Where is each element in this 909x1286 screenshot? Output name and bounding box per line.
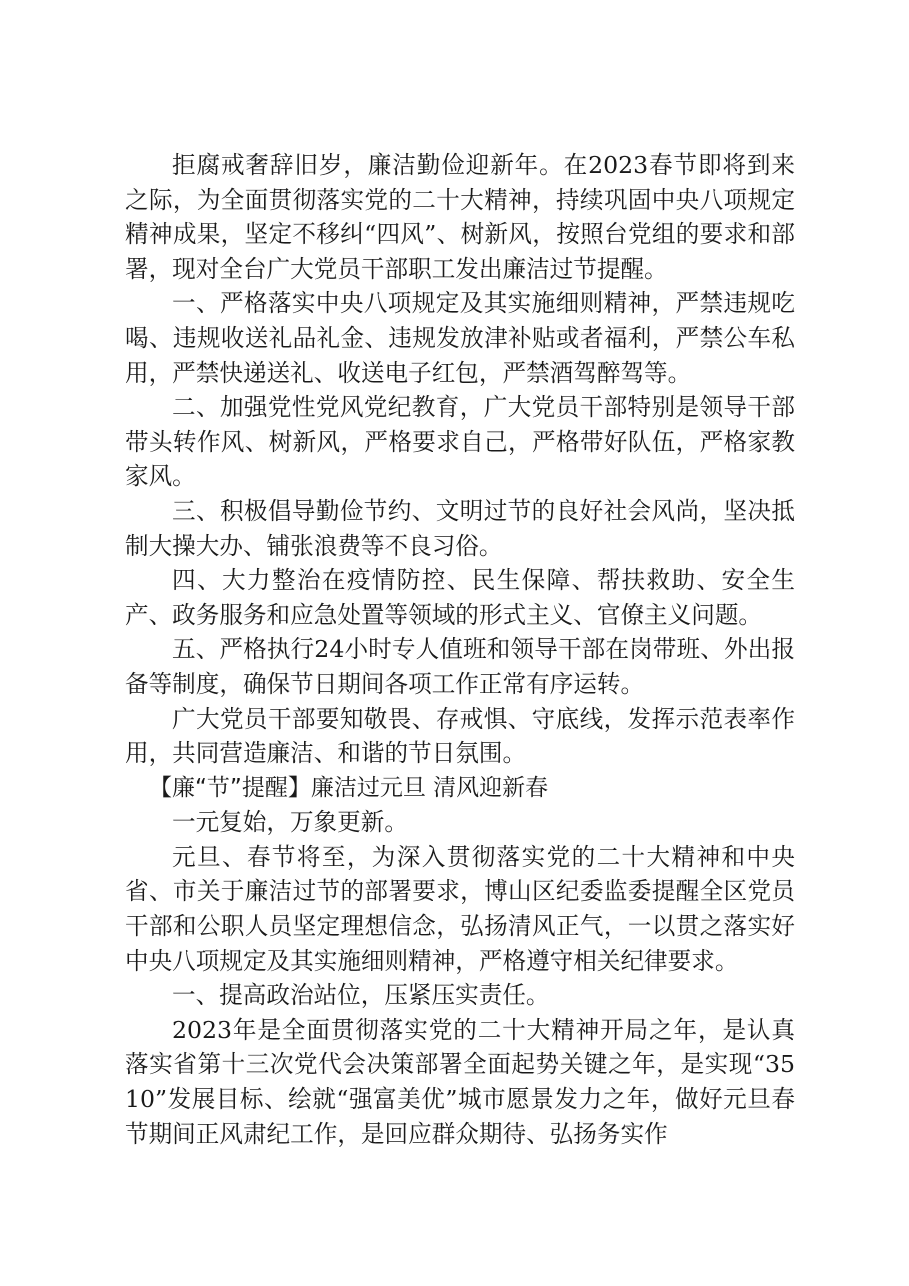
paragraph-item-3: 三、积极倡导勤俭节约、文明过节的良好社会风尚，坚决抵制大操大办、铺张浪费等不良习俗。 (125, 496, 795, 560)
paragraph-item-4: 四、大力整治在疫情防控、民生保障、帮扶救助、安全生产、政务服务和应急处置等领域的形式主义、官僚主义问题。 (125, 566, 795, 629)
paragraph-closing: 广大党员干部要知敬畏、存戒惧、守底线，发挥示范表率作用，共同营造廉洁、和谐的节日氛围。 (125, 704, 795, 768)
paragraph-point-1: 一、提高政治站位，压紧压实责任。 (172, 981, 550, 1010)
section-heading: 【廉“节”提醒】廉洁过元旦 清风迎新春 (149, 774, 549, 801)
paragraph-notice: 元旦、春节将至，为深入贯彻落实党的二十大精神和中央省、市关于廉洁过节的部署要求，博山区纪委监委提醒全区党员干部和公职人员坚定理想信念，弘扬清风正气，一以贯之落实好中央八项规定及其实施细则精神，严格遵守相关纪律要求。 (125, 842, 795, 975)
paragraph-opening: 一元复始，万象更新。 (172, 808, 408, 837)
paragraph-item-1: 一、严格落实中央八项规定及其实施细则精神，严禁违规吃喝、违规收送礼品礼金、违规发放津补贴或者福利，严禁公车私用，严禁快递送礼、收送电子红包，严禁酒驾醉驾等。 (125, 289, 795, 387)
paragraph-item-2: 二、加强党性党风党纪教育，广大党员干部特别是领导干部带头转作风、树新风，严格要求自己，严格带好队伍，严格家教家风。 (125, 393, 795, 491)
paragraph-item-5: 五、严格执行24小时专人值班和领导干部在岗带班、外出报备等制度，确保节日期间各项工作正常有序运转。 (125, 635, 795, 698)
paragraph-intro: 拒腐戒奢辞旧岁，廉洁勤俭迎新年。在2023春节即将到来之际，为全面贯彻落实党的二十大精神，持续巩固中央八项规定精神成果，坚定不移纠“四风”、树新风，按照台党组的要求和部署，现对全台广大党员干部职工发出廉洁过节提醒。 (125, 151, 795, 283)
document-body (125, 148, 795, 1151)
paragraph-point-1-body: 2023年是全面贯彻落实党的二十大精神开局之年，是认真落实省第十三次党代会决策部署全面起势关键之年，是实现“3510”发展目标、绘就“强富美优”城市愿景发力之年，做好元旦春节期间正风肃纪工作，是回应群众期待、弘扬务实作 (125, 1015, 795, 1148)
